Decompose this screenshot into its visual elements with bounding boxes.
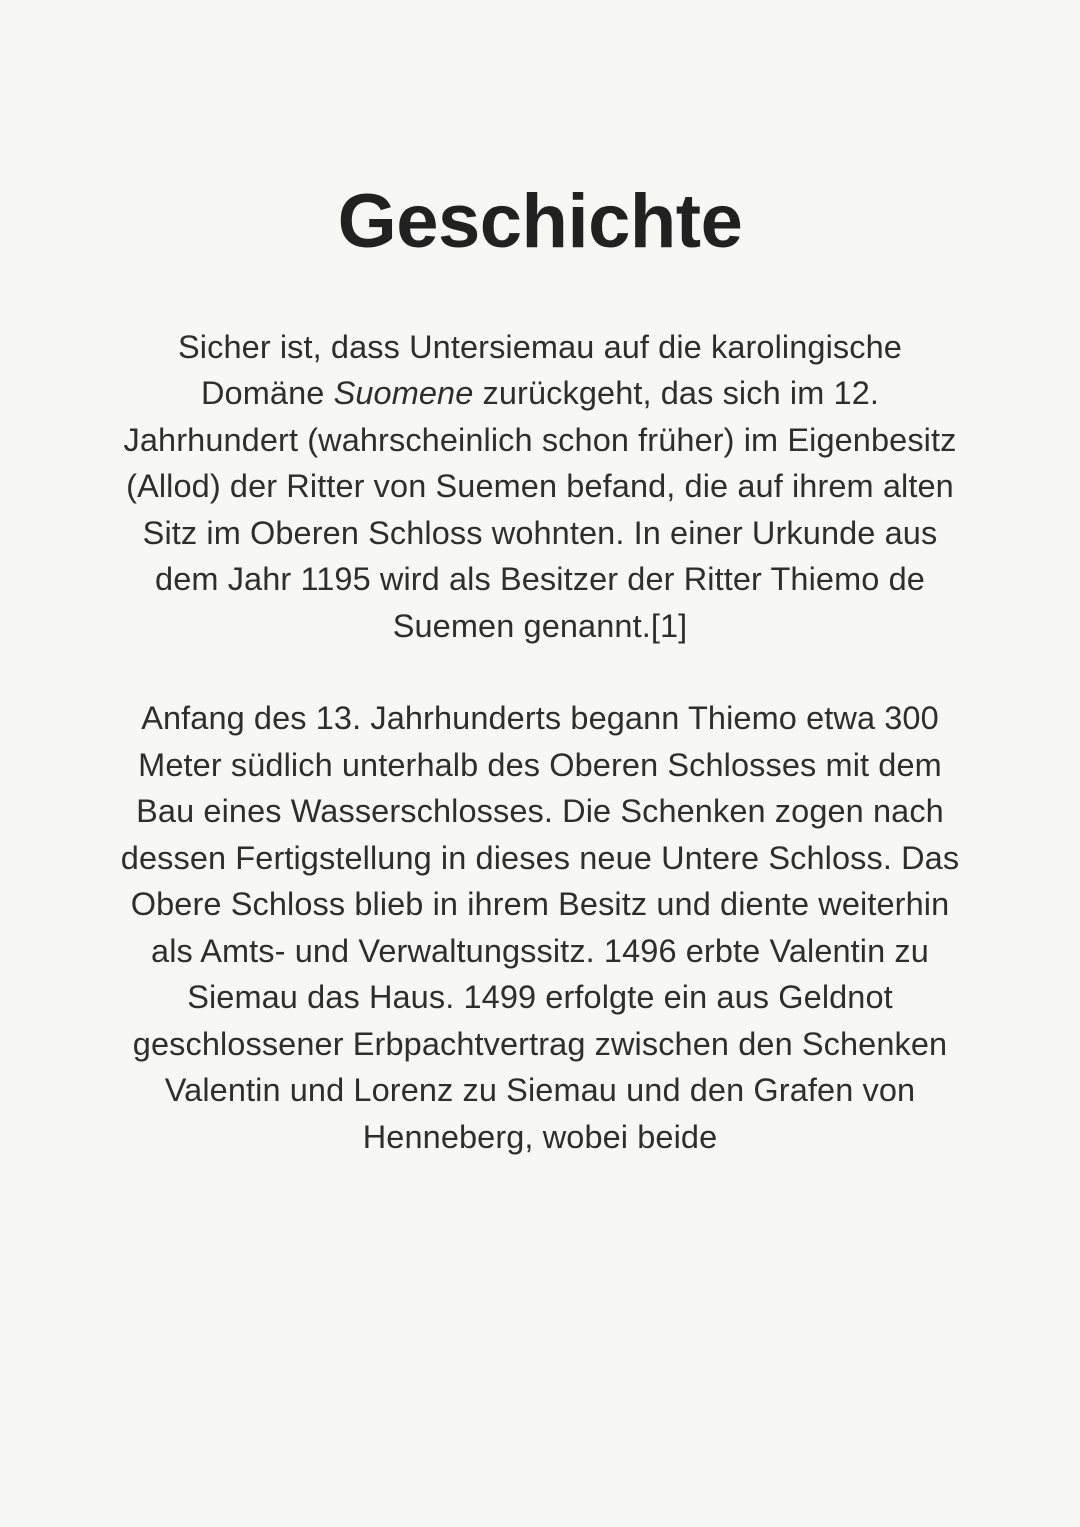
- paragraph-1-segment-2-italic: Suomene: [333, 375, 474, 412]
- page-title: Geschichte: [337, 179, 743, 264]
- paragraph-2-segment-1: Anfang des 13. Jahrhunderts begann Thiemo etwa 300 Meter südlich unterhalb des Oberen Schlosses mit dem Bau eines Wasserschlosses. Die Schenken zogen nach dessen Fertigstellung in dieses neue Untere Schloss. Das Obere Schloss blieb in ihrem Besitz und diente weiterhin als Amts- und Verwaltungssitz. 1496 erbte Valentin zu Siemau das Haus. 1499 erfolgte ein aus Geldnot geschlossener Erbpachtvertrag zwischen den Schenken Valentin und Lorenz zu Siemau und den Grafen von Henneberg, wobei beide: [120, 700, 960, 1155]
- article-body: [118, 324, 962, 1161]
- paragraph-1-segment-1: Sicher ist, dass Untersiemau auf die karolingische Domäne: [178, 328, 902, 412]
- paragraph-1-segment-3: zurückgeht, das sich im 12. Jahrhundert (wahrscheinlich schon früher) im Eigenbesitz (Allod) der Ritter von Suemen befand, die auf ihrem alten Sitz im Oberen Schloss wohnten. In einer Urkunde aus dem Jahr 1195 wird als Besitzer der Ritter Thiemo de Suemen genannt.[1]: [123, 375, 957, 644]
- paragraph-1: [118, 324, 962, 650]
- paragraph-2: [118, 695, 962, 1160]
